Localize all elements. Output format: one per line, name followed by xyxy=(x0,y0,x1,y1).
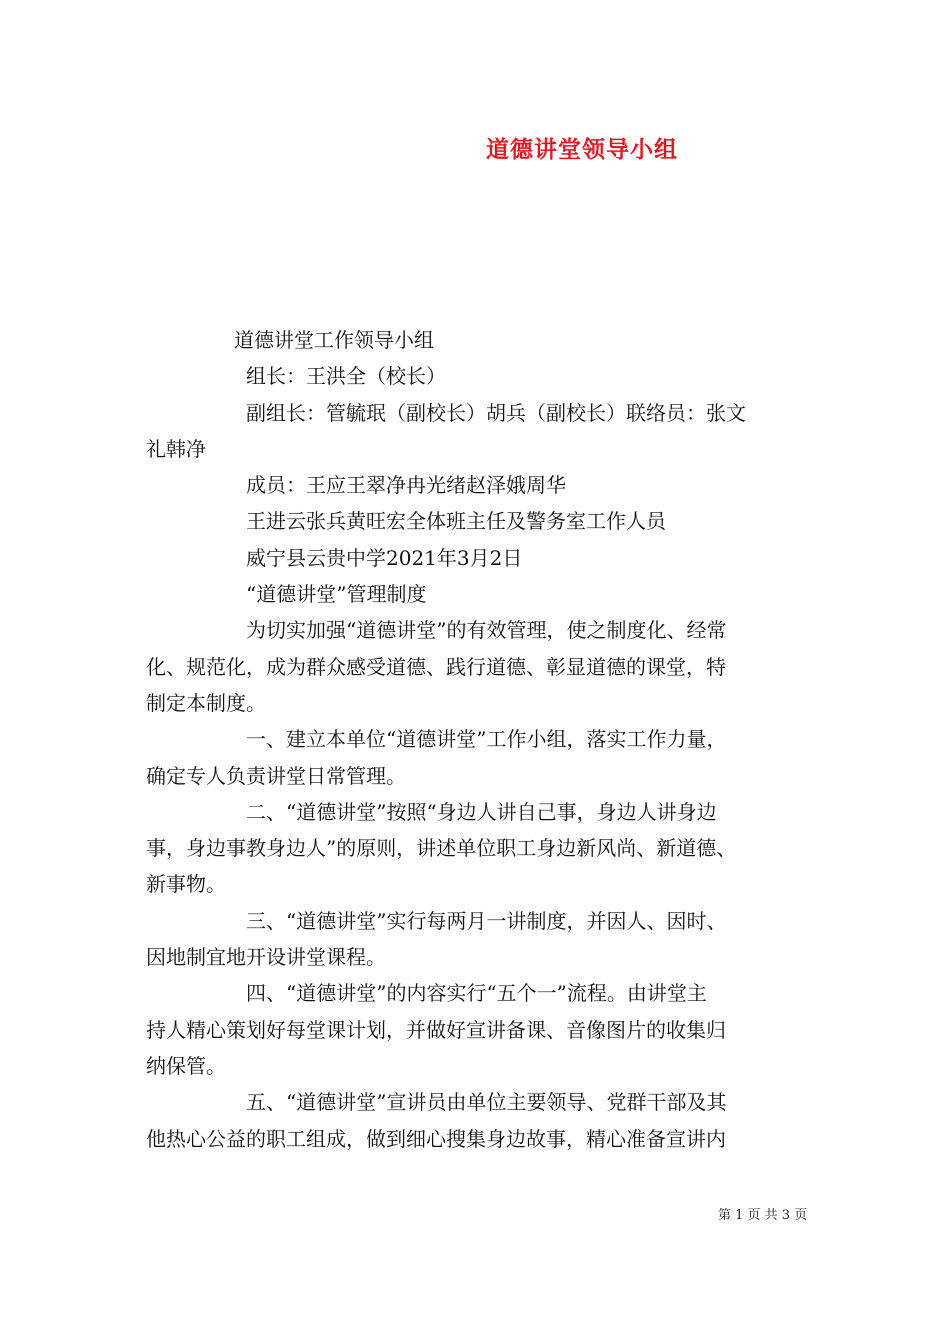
paragraph-line: 纳保管。 xyxy=(146,1053,226,1078)
paragraph-line: 确定专人负责讲堂日常管理。 xyxy=(146,763,406,788)
paragraph-line: 制定本制度。 xyxy=(146,690,266,715)
paragraph-line: 成员：王应王翠净冉光绪赵泽娥周华 xyxy=(246,473,566,498)
paragraph-line: 因地制宜地开设讲堂课程。 xyxy=(146,945,386,970)
paragraph-line: 化、规范化，成为群众感受道德、践行道德、彰显道德的课堂，特 xyxy=(146,654,726,679)
paragraph-line: 组长：王洪全（校长） xyxy=(246,364,446,389)
paragraph-line: 二、“道德讲堂”按照“身边人讲自己事，身边人讲身边 xyxy=(246,799,717,824)
paragraph-line: 新事物。 xyxy=(146,872,226,897)
document-body xyxy=(146,322,814,1157)
paragraph-line: 持人精心策划好每堂课计划，并做好宣讲备课、音像图片的收集归 xyxy=(146,1017,726,1042)
paragraph-line: 为切实加强“道德讲堂”的有效管理，使之制度化、经常 xyxy=(246,618,727,643)
paragraph-line: 一、建立本单位“道德讲堂”工作小组，落实工作力量， xyxy=(246,727,727,752)
page-title: 道德讲堂领导小组 xyxy=(486,136,678,163)
paragraph-line: 礼韩净 xyxy=(146,436,206,461)
paragraph-line: 副组长：管毓珉（副校长）胡兵（副校长）联络员：张文 xyxy=(246,400,746,425)
paragraph-line: 三、“道德讲堂”实行每两月一讲制度，并因人、因时、 xyxy=(246,908,727,933)
paragraph-line: 王进云张兵黄旺宏全体班主任及警务室工作人员 xyxy=(246,509,666,534)
paragraph-line: 四、“道德讲堂”的内容实行“五个一”流程。由讲堂主 xyxy=(246,981,707,1006)
paragraph-line: 道德讲堂工作领导小组 xyxy=(234,328,434,352)
paragraph-line: 威宁县云贵中学2021年3月2日 xyxy=(246,545,523,570)
section-heading: “道德讲堂”管理制度 xyxy=(246,582,427,607)
paragraph-line: 他热心公益的职工组成，做到细心搜集身边故事，精心准备宣讲内 xyxy=(146,1126,726,1151)
paragraph-line: 五、“道德讲堂”宣讲员由单位主要领导、党群干部及其 xyxy=(246,1090,727,1115)
page-number-footer: 第 1 页 共 3 页 xyxy=(718,1208,808,1223)
paragraph-line: 事，身边事教身边人”的原则，讲述单位职工身边新风尚、新道德、 xyxy=(146,836,737,861)
